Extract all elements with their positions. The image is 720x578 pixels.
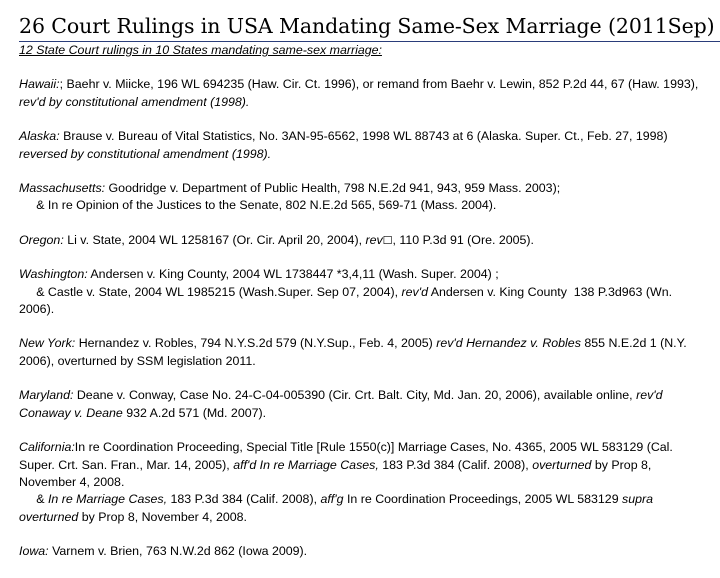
citation-text-tail: 855 N.E.2d 1 (N.Y. 2006), overturned by SSM legislation 2011.: [19, 336, 687, 368]
state-label: New York:: [19, 336, 76, 351]
citation-case-name: In re Marriage Cases,: [47, 492, 168, 507]
citation-text: Andersen v. King County, 2004 WL 1738447 *3,4,11 (Wash. Super. 2004) ;: [87, 267, 499, 282]
subtitle: 12 State Court rulings in 10 States mandating same-sex marriage:: [19, 43, 382, 57]
state-label: Washington:: [19, 267, 88, 282]
citation-text-tail: by Prop 8, November 4, 2008.: [78, 509, 247, 524]
citation-text: ; Baehr v. Miicke, 196 WL 694235 (Haw. Cir. Ct. 1996), or remand from Baehr v. Lewin, 852 P.2d 44, 67 (Haw. 1993),: [59, 77, 699, 92]
state-label: Alaska:: [19, 129, 60, 144]
citation-text-tail: 932 A.2d 571 (Md. 2007).: [122, 405, 267, 420]
citation-text: Deane v. Conway, Case No. 24-C-04-005390 (Cir. Crt. Balt. City, Md. Jan. 20, 2006), available online,: [73, 388, 637, 403]
entry-alaska: [19, 128, 709, 163]
entry-massachusetts: [19, 180, 709, 215]
citation-text: Varnem v. Brien, 763 N.W.2d 862 (Iowa 2009).: [48, 544, 308, 559]
citation-history: rev'd: [401, 284, 428, 299]
citation-text: Li v. State, 2004 WL 1258167 (Or. Cir. April 20, 2004),: [63, 232, 366, 247]
citation-text-mid2: In re Coordination Proceedings, 2005 WL 583129: [343, 492, 623, 507]
citation-text-mid: 183 P.3d 384 (Calif. 2008),: [378, 457, 533, 472]
citation-text-secondary: & In re Opinion of the Justices to the Senate, 802 N.E.2d 565, 569-71 (Mass. 2004).: [19, 198, 497, 213]
citation-supra: supra overturned: [19, 492, 657, 524]
citation-history: aff'd In re Marriage Cases,: [233, 457, 379, 472]
citation-text: Goodridge v. Department of Public Health, 798 N.E.2d 941, 943, 959 Mass. 2003);: [105, 181, 561, 196]
state-label: Massachusetts:: [19, 181, 106, 196]
state-label: California:: [19, 440, 75, 455]
citation-text-tail: by Prop 8, November 4, 2008.: [19, 457, 652, 489]
citation-text-secondary: &: [19, 492, 48, 507]
entry-oregon: [19, 232, 709, 249]
state-label: Iowa:: [19, 544, 49, 559]
citation-overturned: overturned: [532, 457, 592, 472]
slide-title: 26 Court Rulings in USA Mandating Same-Sex Marriage (2011Sep): [19, 14, 715, 38]
citation-text-tail: Andersen v. King County 138 P.3d963 (Wn. 2006).: [19, 284, 676, 317]
citation-text-mid: 183 P.3d 384 (Calif. 2008),: [167, 492, 321, 507]
state-label: Maryland:: [19, 388, 74, 403]
citation-history: reversed by constitutional amendment (1998).: [19, 146, 272, 161]
citation-text: Brause v. Bureau of Vital Statistics, No. 3AN-95-6562, 1998 WL 88743 at 6 (Alaska. Super. Ct., Feb. 27, 1998): [59, 129, 668, 144]
citation-text-tail: , 110 P.3d 91 (Ore. 2005).: [392, 232, 534, 247]
missing-glyph-icon: ☐: [382, 233, 393, 247]
entry-washington: [19, 266, 709, 318]
entry-iowa: [19, 543, 709, 560]
citation-history: rev'd by constitutional amendment (1998).: [19, 94, 250, 109]
citation-history: rev'd Hernandez v. Robles: [436, 336, 581, 351]
entry-hawaii: [19, 76, 709, 111]
citation-affirming: aff'g: [320, 492, 344, 507]
state-label: Oregon:: [19, 232, 64, 247]
citation-history: rev'd Conaway v. Deane: [19, 388, 663, 420]
citation-history: rev: [365, 232, 383, 247]
entry-new-york: [19, 335, 709, 370]
entry-california: [19, 439, 709, 526]
entry-maryland: [19, 387, 709, 422]
content-body: [19, 42, 709, 578]
citation-text-secondary: & Castle v. State, 2004 WL 1985215 (Wash.Super. Sep 07, 2004),: [19, 284, 402, 299]
state-label: Hawaii:: [19, 77, 60, 92]
citation-text: Hernandez v. Robles, 794 N.Y.S.2d 579 (N.Y.Sup., Feb. 4, 2005): [75, 336, 437, 351]
citation-text: In re Coordination Proceeding, Special Title [Rule 1550(c)] Marriage Cases, No. 4365, 2005 WL 583129 (Cal. Super. Crt. San. Fran., Mar. 14, 2005),: [19, 440, 673, 472]
